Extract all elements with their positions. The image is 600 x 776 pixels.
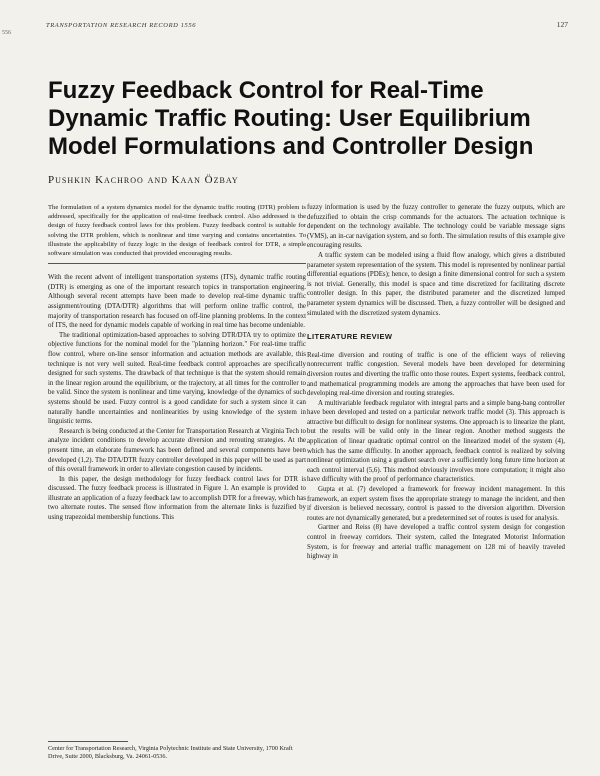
paper-title: Fuzzy Feedback Control for Real-Time Dynamic Traffic Routing: User Equilibrium Model Formulations and Controller Design bbox=[48, 77, 534, 160]
left-column bbox=[48, 203, 306, 523]
body-paragraph: The traditional optimization-based approaches to solving DTR/DTA try to optimize the objective functions for the nominal model for the "planning horizon." For real-time traffic flow control, where on-line sensor information and actuation methods are available, this technique is not very well suited. Real-time feedback control approaches are specifically designed for such systems. The drawback of that technique is that the system should remain in the linear region around the equilibrium, or the trajectory, at all times for the controller to be valid. Since the system is nonlinear and time varying, knowledge of the dynamics of such systems should be used. Fuzzy control is a good candidate for such a system since it can naturally handle uncertainties and nonlinearities by using knowledge of the system in linguistic terms. bbox=[48, 331, 306, 426]
abstract-divider bbox=[48, 263, 306, 264]
body-paragraph: Research is being conducted at the Center for Transportation Research at Virginia Tech to analyze incident conditions to develop accurate diversion and rerouting strategies. At the present time, an elaborate framework has been defined and several components have been developed (1,2). The DTA/DTR fuzzy controller developed in this paper will be used as part of this overall framework in order to alleviate congestion caused by incidents. bbox=[48, 427, 306, 474]
body-paragraph: Gartner and Reiss (8) have developed a traffic control system design for congestion control in freeway corridors. Their system, called the Integrated Motorist Information System, is for freeway and arterial traffic management on 128 mi of heavily traveled highway in bbox=[307, 524, 565, 561]
body-paragraph: fuzzy information is used by the fuzzy controller to generate the fuzzy outputs, which are defuzzified to obtain the crisp commands for the actuators. The actuation technique is dependent on the technology available. The technology could be variable message signs (VMS), an in-car navigation system, and so forth. The simulation results of this example give encouraging results. bbox=[307, 204, 565, 250]
page-number: 127 bbox=[556, 20, 568, 29]
margin-mark: 556 bbox=[2, 30, 11, 36]
footnote-divider bbox=[48, 741, 128, 742]
section-heading: LITERATURE REVIEW bbox=[307, 332, 393, 342]
body-paragraph: Real-time diversion and routing of traffic is one of the efficient ways of relieving nonrecurrent traffic congestion. Several models have been developed for determining diversion routes and diverting the traffic onto those routes. Expert systems, feedback control, and mathematical programming models are among the approaches that have been used for developing real-time diversion and routing strategies. bbox=[307, 351, 565, 398]
body-paragraph: A traffic system can be modeled using a fluid flow analogy, which gives a distributed parameter system representation of the system. This model is represented by nonlinear partial differential equations (PDEs); hence, to design a finite dimensional control for such a system is not trivial. Generally, this model is space and time discretized for facilitating discrete controller design. In this paper, the distributed parameter and the discretized lumped parameter system dynamics will be discussed. Then, a fuzzy controller will be designed and simulated with the discretized system dynamics. bbox=[307, 251, 565, 317]
abstract: The formulation of a system dynamics model for the dynamic traffic routing (DTR) problem is addressed, specifically for the application of real-time feedback control. Also addressed is the design of fuzzy feedback control laws for this problem. Fuzzy feedback control is suitable for solving the DTR problem, which is nonlinear and time varying and contains uncertainties. To illustrate the applicability of fuzzy logic in the design of feedback control for DTR, a simple software simulation was conducted that provided encouraging results. bbox=[48, 204, 306, 258]
affiliation-footnote: Center for Transportation Research, Virginia Polytechnic Institute and State University, 1700 Kraft Drive, Suite 2000, Blacksburg, Va. 24061-0536. bbox=[48, 745, 293, 761]
body-paragraph: With the recent advent of intelligent transportation systems (ITS), dynamic traffic routing (DTR) is emerging as one of the important research topics in transportation engineering. Although several recent attempts have been made to develop real-time dynamic traffic assignment/routing (DTA/DTR) algorithms that will perform online traffic control, the majority of transportation research has focused on off-line planning problems. In the context of ITS, the need for dynamic models capable of working in real time has become undeniable. bbox=[48, 274, 306, 330]
right-column bbox=[307, 203, 565, 562]
body-paragraph: Gupta et al. (7) developed a framework for freeway incident management. In this framework, an expert system fixes the appropriate strategy to manage the incident, and then if diversion is believed necessary, control is passed to the diversion algorithm. Diversion routes are not dynamically generated, but a predetermined set of routes is used for analysis. bbox=[307, 486, 565, 522]
body-paragraph: A multivariable feedback regulator with integral parts and a simple bang-bang controller have been developed and tested on a particular network traffic model (3). This approach is attractive but difficult to design for nonlinear systems. One approach is to linearize the plant, but the results will be valid only in the linear region. Another method suggests the application of linear quadratic optimal control on the linearized model of the system (4), which has the same difficulty. In another approach, feedback control is realized by solving nonlinear optimization using a gradient search over a sufficiently long future time horizon at each control interval (5,6). This method obviously involves more computation; it might also have difficulty with the proof of performance characteristics. bbox=[307, 399, 565, 484]
authors: Pushkin Kachroo and Kaan Özbay bbox=[48, 174, 239, 186]
running-head: TRANSPORTATION RESEARCH RECORD 1556 bbox=[46, 22, 197, 29]
body-paragraph: In this paper, the design methodology for fuzzy feedback control laws for DTR is discussed. The fuzzy feedback process is illustrated in Figure 1. An example is provided to illustrate an application of a fuzzy feedback law to accomplish DTR for a freeway, which has two alternate routes. The sensed flow information from the alternate links is fuzzified by using trapezoidal membership functions. This bbox=[48, 475, 306, 522]
